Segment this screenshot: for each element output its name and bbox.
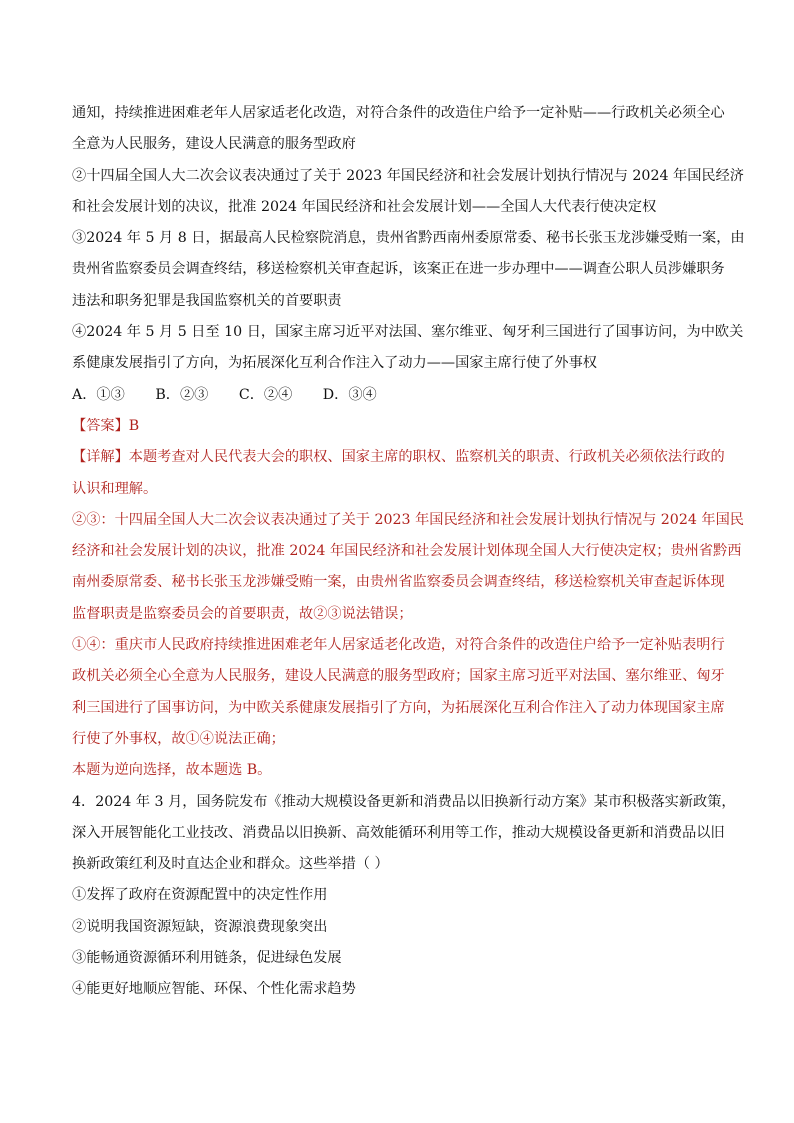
analysis-line-5: 南州委原常委、秘书长张玉龙涉嫌受贿一案，由贵州省监察委员会调查终结，移送检察机关审查起诉体现 (72, 574, 725, 591)
analysis-line-7: ①④：重庆市人民政府持续推进困难老年人居家适老化改造，对符合条件的改造住户给予一定补贴表明行 (72, 637, 725, 654)
q4-item-1: ①发挥了政府在资源配置中的决定性作用 (72, 887, 328, 904)
analysis-line-3: ②③：十四届全国人大二次会议表决通过了关于 2023 年国民经济和社会发展计划执行情况与 2024 年国民 (72, 511, 744, 528)
option-d: D．③④ (322, 386, 377, 403)
q4-item-2: ②说明我国资源短缺，资源浪费现象突出 (72, 918, 328, 935)
q4-stem-line2: 深入开展智能化工业技改、消费品以旧换新、高效能循环利用等工作，推动大规模设备更新和消费品以旧 (72, 824, 725, 841)
analysis-line-2: 认识和理解。 (72, 480, 158, 497)
option-c: C．②④ (238, 386, 293, 403)
q3-item4-line2: 系健康发展指引了方向，为拓展深化互利合作注入了动力——国家主席行使了外事权 (72, 355, 597, 372)
q3-item3-line1: ③2024 年 5 月 8 日，据最高人民检察院消息，贵州省黔西南州委原常委、秘书长张玉龙涉嫌受贿一案，由 (72, 230, 745, 247)
q4-item-4: ④能更好地顺应智能、环保、个性化需求趋势 (72, 981, 356, 998)
q3-item2-line2: 和社会发展计划的决议，批准 2024 年国民经济和社会发展计划——全国人大代表行使决定权 (72, 198, 657, 215)
q3-item2-line1: ②十四届全国人大二次会议表决通过了关于 2023 年国民经济和社会发展计划执行情况与 2024 年国民经济 (72, 167, 744, 184)
analysis-line-8: 政机关必须全心全意为人民服务，建设人民满意的服务型政府；国家主席习近平对法国、塞尔维亚、匈牙 (72, 668, 725, 685)
option-a: A．①③ (72, 386, 125, 403)
option-b: B．②③ (155, 386, 209, 403)
analysis-line-1: 【详解】本题考查对人民代表大会的职权、国家主席的职权、监察机关的职责、行政机关必须依法行政的 (72, 449, 725, 466)
q3-item3-line3: 违法和职务犯罪是我国监察机关的首要职责 (72, 292, 342, 309)
q3-options (72, 380, 724, 411)
analysis-line-4: 经济和社会发展计划的决议，批准 2024 年国民经济和社会发展计划体现全国人大行使决定权；贵州省黔西 (72, 543, 742, 560)
q3-answer: 【答案】B (72, 417, 140, 434)
q3-item1-line1: 通知，持续推进困难老年人居家适老化改造，对符合条件的改造住户给予一定补贴——行政机关必须全心 (72, 105, 725, 121)
q4-stem-line3: 换新政策红利及时直达企业和群众。这些举措（ ） (72, 856, 389, 873)
q4-item-3: ③能畅通资源循环利用链条，促进绿色发展 (72, 950, 342, 967)
analysis-line-9: 利三国进行了国事访问，为中欧关系健康发展指引了方向，为拓展深化互利合作注入了动力体现国家主席 (72, 699, 725, 716)
q3-item3-line2: 贵州省监察委员会调查终结，移送检察机关审查起诉，该案正在进一步办理中——调查公职人员涉嫌职务 (72, 261, 725, 278)
q3-item1-line2: 全意为人民服务，建设人民满意的服务型政府 (72, 136, 356, 153)
analysis-line-10: 行使了外事权，故①④说法正确； (72, 730, 285, 747)
q3-item4-line1: ④2024 年 5 月 5 日至 10 日，国家主席习近平对法国、塞尔维亚、匈牙利三国进行了国事访问，为中欧关 (72, 324, 744, 341)
analysis-line-6: 监督职责是监察委员会的首要职责，故②③说法错误； (72, 605, 413, 622)
q4-stem-line1: 4．2024 年 3 月，国务院发布《推动大规模设备更新和消费品以旧换新行动方案》某市积极落实新政策， (72, 793, 736, 810)
document-page (72, 98, 745, 1006)
analysis-line-11: 本题为逆向选择，故本题选 B。 (72, 762, 272, 779)
